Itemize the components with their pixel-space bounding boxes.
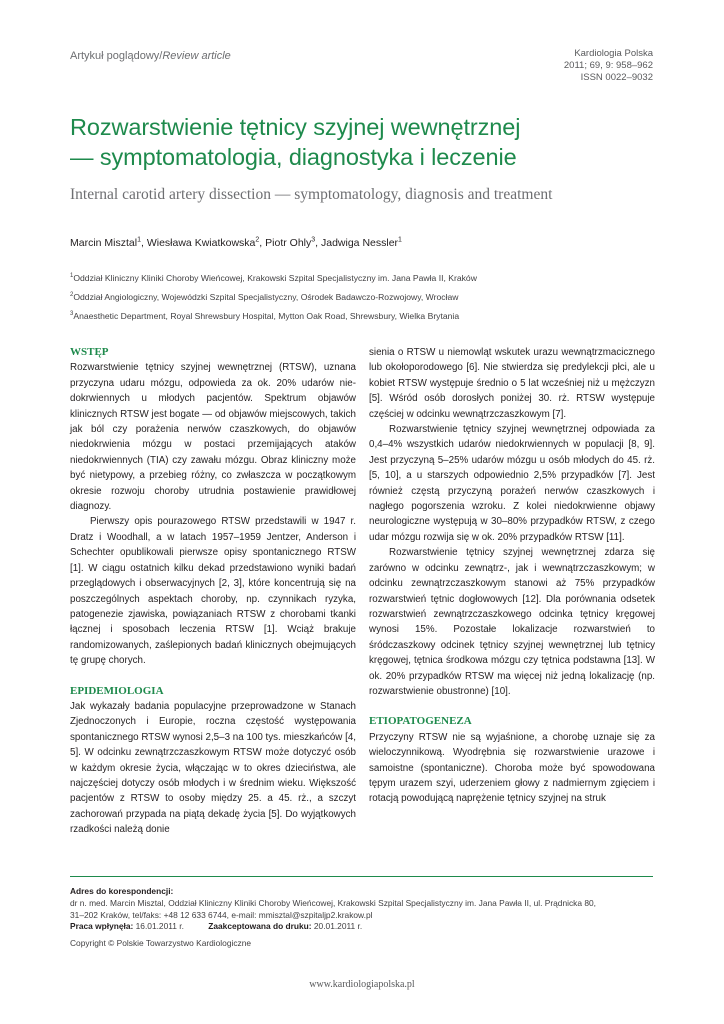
correspondence-divider <box>70 876 653 877</box>
paragraph: Rozwarstwienie tętnicy szyjnej wewnętrznej (RTSW), uznana przyczyna udaru mózgu, odpowieda za ok. 20% udarów niedokrwiennych u młodych pacjentów. Spektrum objawów klinicznych RTSW jest bogate — od objawów miejscowych, takich jak ból czy porażenia nerwów czaszkowych, do objawów niedokrwienia mózgu w postaci przemijających ataków niedokrwiennych (TIA) czy zawału mózgu. Obraz kliniczny może być nietypowy, a przebieg różny, co zwłaszcza w początkowym okresie rozwoju choroby utrudnia postawienie prawidłowej diagnozy. <box>70 362 356 513</box>
paragraph: Jak wykazały badania populacyjne przeprowadzone w Stanach Zjednoczonych i Europie, roczna częstość występowania spontanicznego RTSW wynosi 2,5–3 na 100 tys. mieszkańców [4, 5]. W odcinku zewnątrzczaszkowym RTSW może dotyczyć osób w każdym okresie życia, włączając w to okres dzieciństwa, ale najczęściej dotyczy osób młodych i w średnim wieku. Większość pacjentów z RTSW to osoby między 25. a 45. rż., a szczyt zachorowań przypada na piątą dekadę życia [5]. Do wyjątkowych rzadkości należą donie <box>70 700 356 836</box>
article-type <box>70 50 231 62</box>
article-title <box>70 112 670 172</box>
article-subtitle: Internal carotid artery dissection — symptomatology, diagnosis and treatment <box>70 186 553 203</box>
journal-issn: ISSN 0022–9032 <box>580 72 653 83</box>
copyright: Copyright © Polskie Towarzystwo Kardiologiczne <box>70 938 252 949</box>
received-date: 16.01.2011 r. <box>135 921 184 932</box>
paragraph: Rozwarstwienie tętnicy szyjnej wewnętrznej zdarza się zarówno w odcinku zewnątrz-, jak i wewnątrzczaszkowym; w odcinku zewnątrzczaszkowym stanowi aż 75% przypadków rozwarstwień tętnic dogłowowych [12]. Dla porównania odsetek rozwarstwień zewnątrzczaszkowego odcinka tętnicy kręgowej wynosi 15%. Pozostałe lokalizacje rozwarstwień to śródczaszkowy odcinek tętnicy szyjnej wewnętrznej lub tętnicy kręgowej, tętnica środkowa mózgu czy tętnica podstawna [13]. W ok. 20% przypadków RTSW ma więcej niż jedną lokalizację (np. rozwarstwienie obustronne) [10]. <box>369 547 655 697</box>
article-type-en: Review article <box>162 50 231 62</box>
journal-name: Kardiologia Polska <box>574 48 653 59</box>
paragraph: Pierwszy opis pourazowego RTSW przedstawili w 1947 r. Dratz i Woodhall, a w latach 1957–1959 Jentzer, Anderson i Schechter opublikowali pierwsze opisy spontanicznego RTSW [1]. W ciągu ostatnich kilku dekad przedstawiono wyniki badań przeglądowych i obserwacyjnych [2, 3], które koncentrują się na poszczególnych aspektach choroby, np. czynnikach ryzyka, patogenezie zjawiska, powiązaniach RTSW z chorobami tkanki łącznej i sposobach leczenia RTSW [1]. Wciąż brakuje randomizowanych, zaślepionych badań klinicznych obejmujących tę grupę chorych. <box>70 516 356 667</box>
affiliation: $^1$Oddział Kliniczny Kliniki Choroby Wieńcowej, Krakowski Szpital Specjalistyczny im. Jana Pawła II, Kraków <box>70 272 477 283</box>
correspondence-block <box>70 886 660 950</box>
paragraph: Przyczyny RTSW nie są wyjaśnione, a chorobę uznaje się za wieloczynnikową. Wyodrębnia się rozwarstwienie urazowe i samoistne (spontaniczne). Choroba może być spowodowana tępym urazem szyi, uderzeniem głowy z nadmiernym zgięciem i rotacją powodującą naprężenie tętnicy szyjnej na struk <box>369 731 655 805</box>
received-label: Praca wpłynęła: <box>70 921 134 932</box>
author: Jadwiga Nessler$^1$ <box>321 236 402 249</box>
author-list <box>70 236 670 249</box>
author: Marcin Misztal$^1$, <box>70 236 147 249</box>
journal-info <box>564 48 653 84</box>
body-column-left <box>70 345 356 838</box>
correspondence-contact: 31–202 Kraków, tel/faks: +48 12 633 6744, e-mail: mmisztal@szpitaljp2.krakow.pl <box>70 909 373 920</box>
correspondence-address: dr n. med. Marcin Misztal, Oddział Kliniczny Kliniki Choroby Wieńcowej, Krakowski Szpital Specjalistyczny im. Jana Pawła II, ul. Prądnicka 80, <box>70 897 596 908</box>
footer-url[interactable]: www.kardiologiapolska.pl <box>309 979 415 990</box>
affiliation: $^2$Oddział Angiologiczny, Wojewódzki Szpital Specjalistyczny, Ośrodek Badawczo-Rozwojowy, Wrocław <box>70 291 459 302</box>
section-heading-epidemiologia: EPIDEMIOLOGIA <box>70 684 164 697</box>
correspondence-label: Adres do korespondencji: <box>70 886 174 896</box>
title-line-1: Rozwarstwienie tętnicy szyjnej wewnętrznej <box>70 114 521 140</box>
journal-volume: 2011; 69, 9: 958–962 <box>563 60 653 71</box>
author: Wiesława Kwiatkowska$^2$, <box>146 236 266 249</box>
title-line-2: — symptomatologia, diagnostyka i leczenie <box>70 144 517 170</box>
accepted-date: 20.01.2011 r. <box>313 921 363 932</box>
section-heading-wstep: WSTĘP <box>70 346 109 358</box>
article-type-pl: Artykuł poglądowy/ <box>70 50 163 62</box>
author: Piotr Ohly$^3$, <box>265 236 321 249</box>
paragraph: Rozwarstwienie tętnicy szyjnej wewnętrznej odpowiada za 0,4–4% wszystkich udarów niedokrwiennych w populacji [8, 9]. Jest przyczyną 5–25% udarów mózgu u osób młodych do 45. rż. [5, 10], a u starszych odpowiednio 2,5% przypadków [7]. Jest również częstą przyczyną porażeń nerwów czaszkowych i nagłego pogorszenia wzroku. Z kolei niedokrwienne objawy neurologiczne występują w 30–80% przypadków RTSW, z czego udar mózgu rozwija się w ok. 20% przypadków RTSW [11]. <box>369 424 655 543</box>
affiliation: $^3$Anaesthetic Department, Royal Shrewsbury Hospital, Mytton Oak Road, Shrewsbury, Wielka Brytania <box>70 310 460 321</box>
body-column-right <box>369 345 655 807</box>
paragraph: sienia o RTSW u niemowląt wskutek urazu wewnątrzmacicznego lub okołoporodowego [6]. Nie stwierdza się predylekcji płci, ale u kobiet RTSW występuje średnio o 5 lat wcześniej niż u mężczyzn [5]. Wśród osób dorosłych poniżej 30. rż. RTSW występuje częściej w odcinku wewnątrzczaszkowym [7]. <box>369 347 655 420</box>
accepted-label: Zaakceptowana do druku: <box>208 921 312 932</box>
manuscript-dates <box>70 921 660 933</box>
section-heading-etiopatogeneza: ETIOPATOGENEZA <box>369 715 472 728</box>
affiliation-list <box>70 268 670 325</box>
